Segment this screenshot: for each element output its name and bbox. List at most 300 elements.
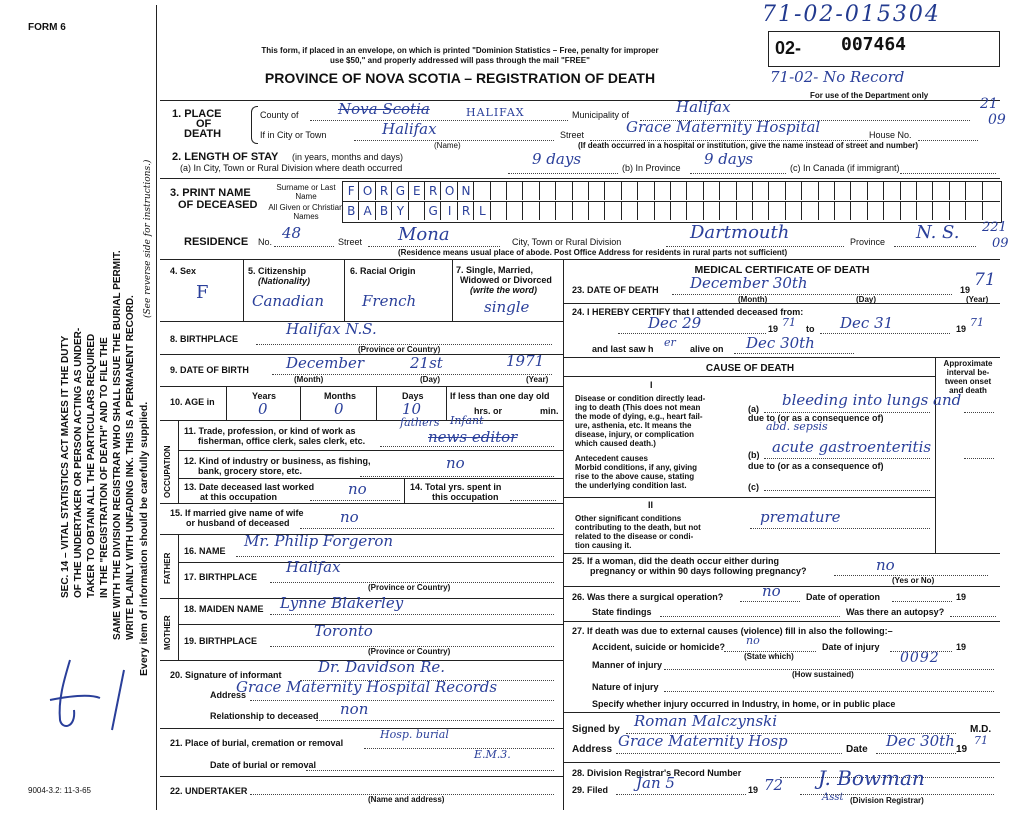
given-name-letter-box: I <box>440 202 457 220</box>
date-of-death-line <box>672 294 952 295</box>
cell-divider <box>344 259 345 321</box>
top-handwritten-id: 71-02-015304 <box>762 2 941 27</box>
given-name-letter-box <box>588 202 605 220</box>
surname-letter-box: O <box>440 182 457 200</box>
signed-by-label: Signed by <box>572 724 620 735</box>
external-causes-label: 27. If death was due to external causes (violence) fill in also the following:– <box>572 626 893 636</box>
interval-label-4: and death <box>949 386 987 395</box>
given-name-letter-box <box>818 202 835 220</box>
given-name-letter-box <box>785 202 802 220</box>
given-name-letter-box <box>621 202 638 220</box>
filed-value: Jan 5 <box>636 774 675 792</box>
death-month-caption: (Month) <box>738 295 768 304</box>
municipality-label: Municipality of <box>572 110 630 120</box>
industry-line <box>360 476 554 477</box>
surgical-operation-value: no <box>762 582 781 600</box>
registrar-caption: (Division Registrar) <box>850 796 924 805</box>
rule <box>563 586 1000 587</box>
given-name-letter-box: Y <box>391 202 408 220</box>
filed-label: 29. Filed <box>572 785 609 795</box>
given-name-letter-box <box>703 202 720 220</box>
cell-divider <box>446 386 447 420</box>
father-name-label: 16. NAME <box>184 546 226 556</box>
antecedent-label-2: Morbid conditions, if any, giving <box>575 463 698 472</box>
spouse-line <box>300 528 554 529</box>
residence-street-value: Mona <box>398 224 450 245</box>
signed-by-value: Roman Malczynski <box>634 712 778 730</box>
other-conditions-line <box>750 528 930 529</box>
surgical-operation-label: 26. Was there a surgical operation? <box>572 592 724 602</box>
given-name-letter-box <box>539 202 556 220</box>
age-years-value: 0 <box>258 400 268 418</box>
marital-label-1: 7. Single, Married, <box>456 265 534 275</box>
manner-label: Manner of injury <box>592 660 663 670</box>
surname-letter-box <box>637 182 654 200</box>
surname-letter-box <box>850 182 867 200</box>
given-name-letter-box <box>965 202 982 220</box>
manner-value: 0092 <box>900 650 940 666</box>
place-of-death-label-death: DEATH <box>184 128 222 140</box>
street-label: Street <box>560 130 585 140</box>
given-name-letter-box <box>883 202 900 220</box>
given-name-letter-box: G <box>424 202 441 220</box>
last-saw-line <box>734 353 854 354</box>
interval-a-line <box>964 412 994 413</box>
burial-place-label: 21. Place of burial, cremation or removal <box>170 738 344 748</box>
residence-province-line <box>894 246 976 247</box>
stay-a-line <box>508 173 618 174</box>
rule <box>160 503 563 504</box>
city-label: If in City or Town <box>260 130 327 140</box>
certifier-date-value: Dec 30th <box>886 732 955 750</box>
form-number: FORM 6 <box>28 22 66 33</box>
dob-year-caption: (Year) <box>526 375 549 384</box>
other-conditions-value: premature <box>760 508 841 526</box>
mother-side-divider <box>178 598 179 660</box>
cause-b-value: acute gastroenteritis <box>772 438 932 456</box>
certifier-address-label: Address <box>572 744 613 755</box>
stay-b-line <box>690 173 786 174</box>
side-text-line4: IN THE "REGISTRATION OF DEATH" AND TO FILE THE <box>99 337 110 598</box>
given-names-label: All Given or Christian Names <box>268 203 344 221</box>
surname-letter-box <box>555 182 572 200</box>
certifier-address-line <box>616 753 842 754</box>
surname-letter-box: R <box>375 182 392 200</box>
bracket <box>251 106 258 144</box>
burial-date-line <box>306 770 554 771</box>
death-year-caption: (Year) <box>966 295 989 304</box>
surname-letter-box: E <box>408 182 425 200</box>
total-years-line <box>510 500 556 501</box>
surname-letter-box <box>604 182 621 200</box>
rule <box>160 420 563 421</box>
side-text-line7: Every item of information should be carefully supplied. <box>138 401 150 676</box>
rule <box>563 762 1000 763</box>
industry-value: no <box>446 454 465 472</box>
surname-letter-box <box>670 182 687 200</box>
rule <box>563 303 1000 304</box>
surname-letter-box: G <box>391 182 408 200</box>
relationship-label: Relationship to deceased <box>210 711 319 721</box>
county-value-struck: Nova Scotia <box>338 100 430 118</box>
registrar-signature: J. Bowman <box>818 766 925 790</box>
place-margin-code-2: 09 <box>988 112 1006 128</box>
surname-letter-box <box>982 182 999 200</box>
dob-label: 9. DATE OF BIRTH <box>170 365 249 375</box>
interval-label-1: Approximate <box>943 359 993 368</box>
dob-day: 21st <box>410 354 443 372</box>
stay-b-value: 9 days <box>704 150 754 168</box>
injury-date-label: Date of injury <box>822 642 880 652</box>
attended-to: Dec 31 <box>840 314 894 332</box>
given-name-letter-box: B <box>375 202 392 220</box>
birthplace-caption: (Province or Country) <box>358 345 441 354</box>
last-worked-label-2: at this occupation <box>200 492 278 502</box>
sex-value: F <box>196 282 209 303</box>
mail-notice-line1: This form, if placed in an envelope, on which is printed "Dominion Statistics – Free, penalty for improper <box>261 46 659 55</box>
total-years-label-1: 14. Total yrs. spent in <box>410 482 502 492</box>
age-years-label: Years <box>252 391 277 401</box>
rule <box>160 728 563 729</box>
surname-letter-box: O <box>358 182 375 200</box>
given-name-letter-box <box>490 202 507 220</box>
cell-divider <box>300 386 301 420</box>
birthplace-label: 8. BIRTHPLACE <box>170 334 239 344</box>
certifier-address-value: Grace Maternity Hosp <box>618 732 788 750</box>
cell-divider <box>226 386 227 420</box>
given-name-letter-box <box>916 202 933 220</box>
side-text-line2: OF THE UNDERTAKER OR PERSON ACTING AS UNDER- <box>73 327 84 598</box>
hrs-label: hrs. or <box>474 406 503 416</box>
rule <box>563 553 1000 554</box>
marital-value: single <box>484 298 530 316</box>
trade-value-above: fathers <box>400 416 440 429</box>
given-name-letter-box <box>654 202 671 220</box>
stay-c-label: (c) In Canada (if immigrant) <box>790 163 900 173</box>
given-name-letter-box <box>736 202 753 220</box>
surgical-operation-line <box>740 601 800 602</box>
county-value: HALIFAX <box>466 106 525 119</box>
age-days-label: Days <box>402 391 424 401</box>
attended-to-line <box>820 333 950 334</box>
given-name-letter-box <box>932 202 949 220</box>
racial-origin-label: 6. Racial Origin <box>350 266 416 276</box>
surname-letter-box <box>588 182 605 200</box>
findings-label: State findings <box>592 607 652 617</box>
rule <box>160 100 1000 101</box>
part-one-label: I <box>650 380 653 390</box>
age-months-value: 0 <box>334 400 344 418</box>
residence-note: (Residence means usual place of abode. Post Office Address for residents in rural parts not sufficient) <box>398 248 788 257</box>
registrar-line <box>800 794 994 795</box>
place-of-death-label: 1. PLACE <box>172 108 222 120</box>
registration-prefix: 02- <box>775 38 802 58</box>
place-margin-code-1: 21 <box>980 96 998 112</box>
rule <box>160 178 1000 179</box>
marital-label-3: (write the word) <box>470 285 537 295</box>
surname-letter-box <box>801 182 818 200</box>
burial-date-label: Date of burial or removal <box>210 760 317 770</box>
mother-maiden-value: Lynne Blakerley <box>280 594 404 612</box>
surname-letter-box <box>719 182 736 200</box>
last-saw-value: Dec 30th <box>746 334 815 352</box>
state-which-caption: (State which) <box>744 652 794 661</box>
given-name-letter-box <box>834 202 851 220</box>
undertaker-label: 22. UNDERTAKER <box>170 786 248 796</box>
dob-year: 1971 <box>506 352 545 370</box>
given-name-letter-box <box>949 202 966 220</box>
last-worked-line <box>310 500 400 501</box>
surname-letter-box <box>539 182 556 200</box>
attended-from-year-prefix: 19 <box>768 324 779 334</box>
surname-boxes <box>342 181 1000 201</box>
surname-letter-box <box>834 182 851 200</box>
county-label: County of <box>260 110 299 120</box>
given-name-letter-box <box>719 202 736 220</box>
surname-letter-box <box>572 182 589 200</box>
attended-from-line <box>618 333 766 334</box>
racial-origin-value: French <box>362 292 417 310</box>
registrar-prefix: Asst <box>822 792 844 803</box>
surname-letter-box <box>818 182 835 200</box>
surname-letter-box <box>916 182 933 200</box>
given-name-letter-box <box>522 202 539 220</box>
antecedent-label-3: rise to the above cause, stating <box>575 472 695 481</box>
md-label: M.D. <box>970 724 992 735</box>
less-than-day-label: If less than one day old <box>450 391 550 401</box>
surname-letter-box: F <box>342 182 359 200</box>
date-of-death-year-prefix: 19 <box>960 285 971 295</box>
father-name-line <box>236 556 554 557</box>
given-name-letter-box <box>506 202 523 220</box>
registration-handwritten: 71-02- No Record <box>770 68 905 86</box>
handwritten-mark <box>40 650 140 740</box>
length-of-stay-label: 2. LENGTH OF STAY <box>172 151 279 163</box>
occupation-side-label: OCCUPATION <box>163 445 172 498</box>
informant-signature-label: 20. Signature of informant <box>170 670 282 680</box>
given-name-letter-box <box>670 202 687 220</box>
surname-letter-box: N <box>457 182 474 200</box>
last-saw-pronoun: er <box>664 336 676 349</box>
autopsy-line <box>950 616 996 617</box>
given-name-letter-box <box>801 202 818 220</box>
rule <box>178 478 563 479</box>
residence-margin-code-2: 09 <box>992 236 1009 251</box>
rule <box>160 776 563 777</box>
side-text-line6: WRITE PLAINLY WITH UNFADING INK. THIS IS A PERMANENT RECORD. <box>125 295 136 640</box>
hospital-note: (If death occurred in a hospital or institution, give the name instead of street and number) <box>578 141 919 150</box>
rule <box>563 376 935 377</box>
date-of-death-label: 23. DATE OF DEATH <box>572 285 659 295</box>
given-name-letter-box <box>408 202 425 220</box>
surname-letter-box <box>703 182 720 200</box>
other-label-1: Other significant conditions <box>575 514 682 523</box>
mother-side-label: MOTHER <box>163 615 172 650</box>
cause-c-label: (c) <box>748 482 759 492</box>
disease-label-4: ure, asthenia, etc. It means the <box>575 421 692 430</box>
informant-address-label: Address <box>210 690 247 700</box>
citizenship-label: 5. Citizenship <box>248 266 307 276</box>
other-label-3: related to the disease or condi- <box>575 532 694 541</box>
attended-to-year: 71 <box>970 316 984 329</box>
surname-letter-box <box>949 182 966 200</box>
rule <box>160 259 1000 260</box>
department-use-caption: For use of the Department only <box>810 91 929 100</box>
other-label-4: tion causing it. <box>575 541 632 550</box>
filed-year-prefix: 19 <box>748 785 759 795</box>
rule <box>178 562 563 563</box>
father-side-divider <box>178 534 179 598</box>
stay-c-line <box>900 173 996 174</box>
cause-a-value: bleeding into lungs and <box>782 391 962 409</box>
given-name-letter-box <box>572 202 589 220</box>
mother-maiden-line <box>270 614 554 615</box>
given-name-letter-box <box>637 202 654 220</box>
cell-divider <box>404 478 405 503</box>
alive-on-label: alive on <box>690 344 724 354</box>
disease-label-3: the mode of dying, e.g., heart fail- <box>575 412 703 421</box>
surname-letter-box <box>490 182 507 200</box>
certifier-year-prefix: 19 <box>956 744 968 755</box>
given-name-letter-box <box>850 202 867 220</box>
surname-letter-box: R <box>424 182 441 200</box>
left-frame-line <box>156 5 157 810</box>
father-name-value: Mr. Philip Forgeron <box>244 532 394 550</box>
yes-no-caption: (Yes or No) <box>892 576 935 585</box>
rule <box>160 386 563 387</box>
antecedent-label-4: the underlying condition last. <box>575 481 687 490</box>
death-day-caption: (Day) <box>856 295 877 304</box>
house-line <box>918 140 978 141</box>
interval-b-line <box>964 458 994 459</box>
residence-margin-code-1: 221 <box>982 220 1007 235</box>
how-sustained-caption: (How sustained) <box>792 670 854 679</box>
column-divider <box>563 259 564 810</box>
form-title: PROVINCE OF NOVA SCOTIA – REGISTRATION OF DEATH <box>264 70 656 86</box>
occupation-side-divider <box>178 420 179 503</box>
father-birthplace-caption: (Province or Country) <box>368 583 451 592</box>
rule <box>178 450 563 451</box>
age-label: 10. AGE in <box>170 397 215 407</box>
spouse-label-1: 15. If married give name of wife <box>170 508 304 518</box>
age-months-label: Months <box>324 391 356 401</box>
filed-line <box>616 794 746 795</box>
date-of-death-year: 71 <box>974 270 996 290</box>
given-name-letter-box <box>768 202 785 220</box>
city-name-caption: (Name) <box>434 141 461 150</box>
pregnancy-label-1: 25. If a woman, did the death occur either during <box>572 556 780 566</box>
date-of-death-value: December 30th <box>690 274 808 292</box>
informant-signature-value: Dr. Davidson Re. <box>318 658 446 676</box>
dob-month-caption: (Month) <box>294 375 324 384</box>
due-to-label-a: due to (or as a consequence of) <box>748 413 884 423</box>
name-label-2: OF DECEASED <box>178 199 258 211</box>
given-name-letter-box <box>982 202 999 220</box>
disease-label-1: Disease or condition directly lead- <box>575 394 706 403</box>
total-years-label-2: this occupation <box>432 492 499 502</box>
mother-birthplace-value: Toronto <box>314 622 373 640</box>
accident-label: Accident, suicide or homicide? <box>592 642 726 652</box>
given-name-letter-box <box>555 202 572 220</box>
filed-year: 72 <box>764 776 784 794</box>
nature-of-injury-label: Nature of injury <box>592 682 659 692</box>
dob-month: December <box>286 354 365 372</box>
side-text-line8: (See reverse side for instructions.) <box>143 159 153 318</box>
industry-label-2: bank, grocery store, etc. <box>198 466 303 476</box>
residence-city-label: City, Town or Rural Division <box>512 237 622 247</box>
side-text-line5: SAME WITH THE DIVISION REGISTRAR WHO SHALL ISSUE THE BURIAL PERMIT. <box>112 250 123 640</box>
given-name-letter-box <box>900 202 917 220</box>
form-code: 9004-3.2: 11-3-65 <box>28 786 92 795</box>
surname-letter-box <box>736 182 753 200</box>
autopsy-label: Was there an autopsy? <box>846 607 945 617</box>
city-value: Halifax <box>382 120 437 138</box>
surname-letter-box <box>883 182 900 200</box>
operation-date-line <box>892 601 952 602</box>
residence-city-line <box>666 246 844 247</box>
given-name-letter-box <box>604 202 621 220</box>
name-label-1: 3. PRINT NAME <box>170 187 251 199</box>
given-name-boxes <box>342 201 1000 221</box>
cause-a-value-2: abd. sepsis <box>766 420 828 433</box>
surname-letter-box <box>752 182 769 200</box>
informant-address-line <box>250 700 554 701</box>
surname-letter-box <box>506 182 523 200</box>
nature-of-injury-line <box>664 691 994 692</box>
attended-to-label: to <box>806 324 815 334</box>
father-birthplace-label: 17. BIRTHPLACE <box>184 572 258 582</box>
surname-letter-box <box>965 182 982 200</box>
part-two-label: II <box>648 500 654 510</box>
trade-value: Infant <box>450 414 484 427</box>
medical-certificate-title: MEDICAL CERTIFICATE OF DEATH <box>694 264 870 276</box>
residence-province-label: Province <box>850 237 886 247</box>
cause-c-line <box>764 490 930 491</box>
surname-letter-box <box>900 182 917 200</box>
residence-label: RESIDENCE <box>184 236 249 248</box>
registrar-record-label: 28. Division Registrar's Record Number <box>572 768 742 778</box>
trade-label-1: 11. Trade, profession, or kind of work as <box>184 426 356 436</box>
street-value: Grace Maternity Hospital <box>626 118 821 136</box>
mother-maiden-label: 18. MAIDEN NAME <box>184 604 264 614</box>
cause-b-line <box>764 458 930 459</box>
rule <box>563 497 935 498</box>
given-name-letter-box: B <box>342 202 359 220</box>
certifier-date-line <box>876 753 956 754</box>
attended-from: Dec 29 <box>648 314 702 332</box>
spouse-label-2: or husband of deceased <box>186 518 290 528</box>
disease-label-6: which caused death.) <box>575 439 656 448</box>
operation-date-label: Date of operation <box>806 592 881 602</box>
father-side-label: FATHER <box>163 552 172 584</box>
certifier-date-label: Date <box>846 744 868 755</box>
due-to-label-b: due to (or as a consequence of) <box>748 461 884 471</box>
stay-b-label: (b) In Province <box>622 163 681 173</box>
certifier-year: 71 <box>974 734 988 747</box>
citizenship-sub: (Nationality) <box>258 276 311 286</box>
length-of-stay-sub: (in years, months and days) <box>292 152 404 162</box>
surname-letter-box <box>867 182 884 200</box>
residence-province-value: N. S. <box>916 222 960 243</box>
informant-address-value: Grace Maternity Hospital Records <box>236 678 498 696</box>
residence-street-label: Street <box>338 237 363 247</box>
trade-label-2: fisherman, office clerk, sales clerk, etc. <box>198 436 366 446</box>
disease-label-5: disease, injury, or complication <box>575 430 694 439</box>
stay-a-value: 9 days <box>532 150 582 168</box>
given-name-letter-box <box>686 202 703 220</box>
relationship-line <box>316 720 554 721</box>
surname-letter-box <box>768 182 785 200</box>
